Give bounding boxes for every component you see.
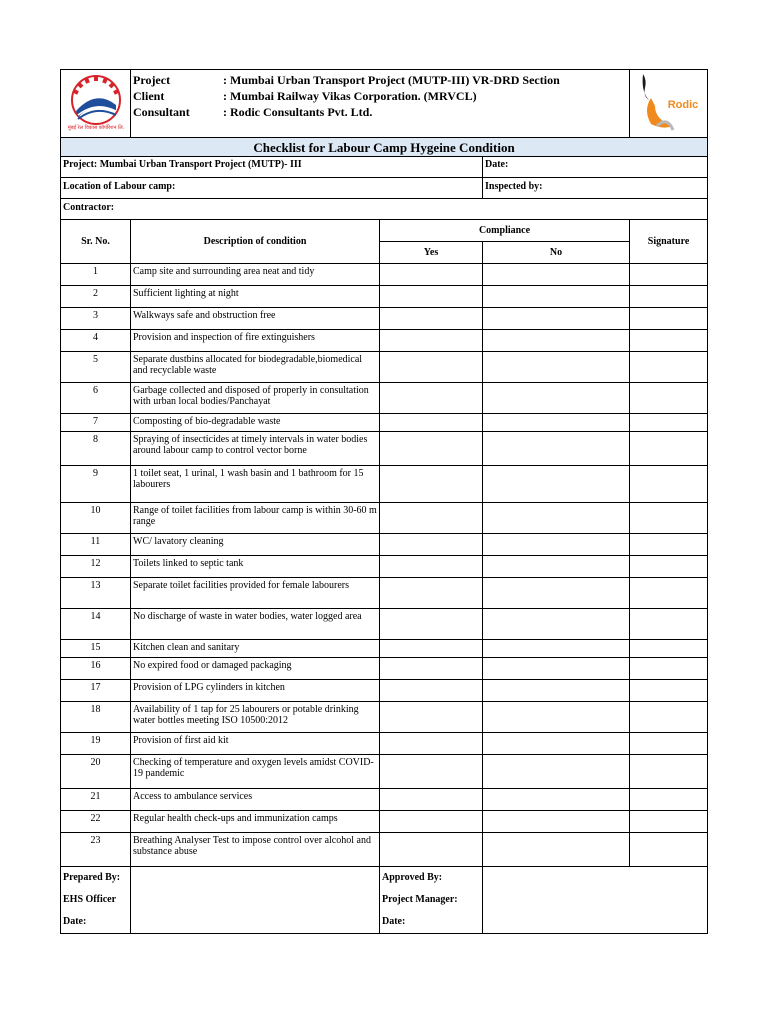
row-yes-cell[interactable]	[380, 578, 483, 609]
row-sr-no: 16	[61, 658, 131, 680]
row-signature-cell[interactable]	[630, 578, 708, 609]
mrvc-logo-icon	[64, 71, 128, 133]
row-no-cell[interactable]	[483, 534, 630, 556]
table-row	[61, 609, 708, 640]
row-sr-no: 19	[61, 733, 131, 755]
row-description: Breathing Analyser Test to impose control over alcohol and substance abuse	[131, 833, 380, 867]
header-client-line	[133, 88, 627, 104]
table-row	[61, 755, 708, 789]
row-sr-no: 2	[61, 286, 131, 308]
approved-by-label: Approved By:	[382, 872, 443, 883]
col-sr-no: Sr. No.	[61, 220, 131, 264]
row-sr-no: 17	[61, 680, 131, 702]
row-description: Sufficient lighting at night	[131, 286, 380, 308]
col-compliance: Compliance	[380, 220, 630, 242]
rodic-logo-icon	[633, 70, 705, 134]
row-description: Separate toilet facilities provided for female labourers	[131, 578, 380, 609]
row-yes-cell[interactable]	[380, 503, 483, 534]
info-location[interactable]: Location of Labour camp:	[61, 178, 483, 199]
row-no-cell[interactable]	[483, 755, 630, 789]
row-signature-cell[interactable]	[630, 556, 708, 578]
page-title: Checklist for Labour Camp Hygeine Condition	[61, 138, 708, 157]
row-description: Provision of first aid kit	[131, 733, 380, 755]
row-signature-cell[interactable]	[630, 432, 708, 466]
approved-date-label: Date:	[382, 916, 406, 927]
row-yes-cell[interactable]	[380, 383, 483, 414]
row-description: Range of toilet facilities from labour camp is within 30-60 m range	[131, 503, 380, 534]
row-signature-cell[interactable]	[630, 833, 708, 867]
header-project-label: Project	[133, 73, 171, 87]
row-yes-cell[interactable]	[380, 680, 483, 702]
row-yes-cell[interactable]	[380, 702, 483, 733]
row-sr-no: 18	[61, 702, 131, 733]
row-yes-cell[interactable]	[380, 556, 483, 578]
prepared-by-label: Prepared By:	[63, 872, 121, 883]
mrvc-logo-text: मुंबई रेल विकास कॉर्पोरेशन लि.	[67, 125, 124, 131]
row-signature-cell[interactable]	[630, 640, 708, 658]
rodic-logo-text: Rodic	[667, 99, 698, 111]
row-yes-cell[interactable]	[380, 308, 483, 330]
row-no-cell[interactable]	[483, 286, 630, 308]
row-signature-cell[interactable]	[630, 352, 708, 383]
row-sr-no: 4	[61, 330, 131, 352]
table-row	[61, 414, 708, 432]
table-row	[61, 556, 708, 578]
row-sr-no: 20	[61, 755, 131, 789]
row-yes-cell[interactable]	[380, 833, 483, 867]
row-no-cell[interactable]	[483, 556, 630, 578]
prepared-date-label: Date:	[63, 916, 87, 927]
row-description: WC/ lavatory cleaning	[131, 534, 380, 556]
header-project-value: : Mumbai Urban Transport Project (MUTP-III) VR-DRD Section	[223, 73, 560, 87]
header-client-label: Client	[133, 89, 165, 103]
row-no-cell[interactable]	[483, 503, 630, 534]
row-description: Kitchen clean and sanitary	[131, 640, 380, 658]
project-manager-label: Project Manager:	[382, 894, 458, 905]
table-row	[61, 432, 708, 466]
row-yes-cell[interactable]	[380, 330, 483, 352]
row-no-cell[interactable]	[483, 578, 630, 609]
row-yes-cell[interactable]	[380, 352, 483, 383]
info-contractor[interactable]: Contractor:	[61, 199, 708, 220]
table-row	[61, 811, 708, 833]
table-row	[61, 702, 708, 733]
checklist-table	[60, 69, 708, 934]
table-row	[61, 503, 708, 534]
prepared-signature-cell[interactable]	[131, 867, 380, 934]
row-yes-cell[interactable]	[380, 811, 483, 833]
row-sr-no: 14	[61, 609, 131, 640]
row-signature-cell[interactable]	[630, 789, 708, 811]
row-description: Garbage collected and disposed of properly in consultation with urban local bodies/Panchayat	[131, 383, 380, 414]
row-yes-cell[interactable]	[380, 432, 483, 466]
table-row	[61, 680, 708, 702]
row-signature-cell[interactable]	[630, 534, 708, 556]
table-row	[61, 330, 708, 352]
row-sr-no: 5	[61, 352, 131, 383]
row-yes-cell[interactable]	[380, 658, 483, 680]
row-yes-cell[interactable]	[380, 466, 483, 503]
row-no-cell[interactable]	[483, 432, 630, 466]
row-no-cell[interactable]	[483, 466, 630, 503]
col-signature: Signature	[630, 220, 708, 264]
row-no-cell[interactable]	[483, 308, 630, 330]
rodic-logo-cell	[630, 70, 708, 138]
row-description: Provision and inspection of fire extinguishers	[131, 330, 380, 352]
row-no-cell[interactable]	[483, 702, 630, 733]
row-description: Composting of bio-degradable waste	[131, 414, 380, 432]
row-no-cell[interactable]	[483, 609, 630, 640]
col-yes: Yes	[380, 242, 483, 264]
header-consultant-label: Consultant	[133, 105, 190, 119]
header-consultant-line	[133, 104, 627, 120]
row-signature-cell[interactable]	[630, 383, 708, 414]
table-row	[61, 264, 708, 286]
row-signature-cell[interactable]	[630, 811, 708, 833]
row-signature-cell[interactable]	[630, 330, 708, 352]
mrvc-logo-cell	[61, 70, 131, 138]
table-row	[61, 286, 708, 308]
row-signature-cell[interactable]	[630, 286, 708, 308]
row-description: No discharge of waste in water bodies, water logged area	[131, 609, 380, 640]
row-signature-cell[interactable]	[630, 466, 708, 503]
row-yes-cell[interactable]	[380, 640, 483, 658]
row-description: Checking of temperature and oxygen levels amidst COVID-19 pandemic	[131, 755, 380, 789]
row-sr-no: 22	[61, 811, 131, 833]
row-signature-cell[interactable]	[630, 308, 708, 330]
ehs-officer-label: EHS Officer	[63, 894, 117, 905]
table-row	[61, 658, 708, 680]
table-row	[61, 789, 708, 811]
row-yes-cell[interactable]	[380, 789, 483, 811]
row-yes-cell[interactable]	[380, 609, 483, 640]
row-sr-no: 10	[61, 503, 131, 534]
row-description: Regular health check-ups and immunization camps	[131, 811, 380, 833]
row-yes-cell[interactable]	[380, 534, 483, 556]
row-signature-cell[interactable]	[630, 414, 708, 432]
row-sr-no: 8	[61, 432, 131, 466]
info-project: Project: Mumbai Urban Transport Project (MUTP)- III	[61, 157, 483, 178]
row-yes-cell[interactable]	[380, 264, 483, 286]
table-row	[61, 466, 708, 503]
col-no: No	[483, 242, 630, 264]
row-sr-no: 9	[61, 466, 131, 503]
table-row	[61, 640, 708, 658]
row-signature-cell[interactable]	[630, 609, 708, 640]
row-no-cell[interactable]	[483, 352, 630, 383]
row-no-cell[interactable]	[483, 264, 630, 286]
row-no-cell[interactable]	[483, 789, 630, 811]
row-signature-cell[interactable]	[630, 658, 708, 680]
row-yes-cell[interactable]	[380, 286, 483, 308]
row-no-cell[interactable]	[483, 833, 630, 867]
row-sr-no: 13	[61, 578, 131, 609]
row-sr-no: 23	[61, 833, 131, 867]
row-sr-no: 6	[61, 383, 131, 414]
row-description: Camp site and surrounding area neat and tidy	[131, 264, 380, 286]
row-yes-cell[interactable]	[380, 733, 483, 755]
row-yes-cell[interactable]	[380, 755, 483, 789]
info-date[interactable]: Date:	[483, 157, 708, 178]
row-sr-no: 3	[61, 308, 131, 330]
col-description: Description of condition	[131, 220, 380, 264]
row-description: Availability of 1 tap for 25 labourers or potable drinking water bottles meeting ISO 10500:2012	[131, 702, 380, 733]
row-sr-no: 7	[61, 414, 131, 432]
table-row	[61, 383, 708, 414]
row-yes-cell[interactable]	[380, 414, 483, 432]
checklist-rows	[61, 264, 708, 867]
row-signature-cell[interactable]	[630, 702, 708, 733]
row-description: Provision of LPG cylinders in kitchen	[131, 680, 380, 702]
row-sr-no: 11	[61, 534, 131, 556]
row-signature-cell[interactable]	[630, 264, 708, 286]
row-description: Toilets linked to septic tank	[131, 556, 380, 578]
header-consultant-value: : Rodic Consultants Pvt. Ltd.	[223, 105, 373, 119]
row-no-cell[interactable]	[483, 330, 630, 352]
row-no-cell[interactable]	[483, 383, 630, 414]
approved-signature-cell[interactable]	[483, 867, 708, 934]
row-no-cell[interactable]	[483, 414, 630, 432]
row-no-cell[interactable]	[483, 811, 630, 833]
row-description: Walkways safe and obstruction free	[131, 308, 380, 330]
header-info-cell	[131, 70, 630, 138]
row-description: Spraying of insecticides at timely intervals in water bodies around labour camp to control vector borne	[131, 432, 380, 466]
row-signature-cell[interactable]	[630, 733, 708, 755]
table-row	[61, 833, 708, 867]
row-signature-cell[interactable]	[630, 755, 708, 789]
table-row	[61, 534, 708, 556]
row-no-cell[interactable]	[483, 733, 630, 755]
header-project-line	[133, 72, 627, 88]
table-row	[61, 578, 708, 609]
row-sr-no: 21	[61, 789, 131, 811]
row-signature-cell[interactable]	[630, 680, 708, 702]
row-description: Access to ambulance services	[131, 789, 380, 811]
row-signature-cell[interactable]	[630, 503, 708, 534]
row-no-cell[interactable]	[483, 680, 630, 702]
checklist-sheet	[60, 69, 707, 934]
table-row	[61, 733, 708, 755]
row-no-cell[interactable]	[483, 658, 630, 680]
row-sr-no: 1	[61, 264, 131, 286]
row-description: Separate dustbins allocated for biodegradable,biomedical and recyclable waste	[131, 352, 380, 383]
row-description: 1 toilet seat, 1 urinal, 1 wash basin and 1 bathroom for 15 labourers	[131, 466, 380, 503]
table-row	[61, 308, 708, 330]
header-client-value: : Mumbai Railway Vikas Corporation. (MRVCL)	[223, 89, 477, 103]
approved-block	[380, 867, 483, 934]
info-inspected-by[interactable]: Inspected by:	[483, 178, 708, 199]
row-sr-no: 15	[61, 640, 131, 658]
row-no-cell[interactable]	[483, 640, 630, 658]
prepared-block	[61, 867, 131, 934]
row-description: No expired food or damaged packaging	[131, 658, 380, 680]
row-sr-no: 12	[61, 556, 131, 578]
table-row	[61, 352, 708, 383]
